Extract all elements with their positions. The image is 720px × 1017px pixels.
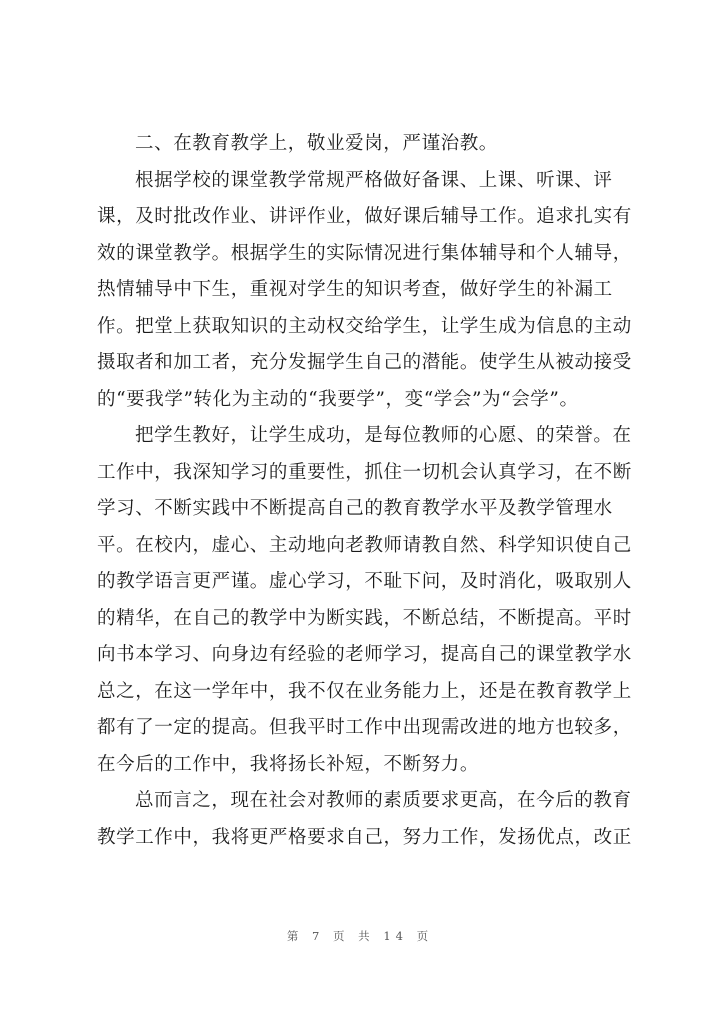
text-line: 的教学语言更严谨。虚心学习，不耻下问，及时消化，吸取别人: [97, 571, 632, 592]
text-line: 根据学校的课堂教学常规严格做好备课、上课、听课、评: [135, 169, 613, 191]
text-line: 在今后的工作中，我将扬长补短，不断努力。: [97, 753, 480, 775]
text-line: 热情辅导中下生，重视对学生的知识考查，做好学生的补漏工: [97, 279, 613, 300]
text-line: 总而言之，现在社会对教师的素质要求更高，在今后的教育: [135, 790, 632, 811]
text-line: 向书本学习、向身边有经验的老师学习，提高自己的课堂教学水: [97, 644, 632, 665]
text-line: 学习、不断实践中不断提高自己的教育教学水平及教学管理水: [97, 498, 613, 519]
document-body: [97, 126, 632, 856]
text-line: 总之，在这一学年中，我不仅在业务能力上，还是在教育教学上: [97, 680, 632, 702]
text-line: 工作中，我深知学习的重要性，抓住一切机会认真学习，在不断: [97, 461, 632, 483]
text-line: 都有了一定的提高。但我平时工作中出现需改进的地方也较多，: [97, 717, 632, 738]
text-line: 二、在教育教学上，敬业爱岗，严谨治教。: [135, 133, 498, 154]
text-line: 把学生教好，让学生成功，是每位教师的心愿、的荣誉。在: [135, 425, 632, 446]
text-line: 作。把堂上获取知识的主动权交给学生，让学生成为信息的主动: [97, 315, 632, 337]
text-line: 教学工作中，我将更严格要求自己，努力工作，发扬优点，改正: [97, 826, 632, 848]
text-line: 摄取者和加工者，充分发掘学生自己的潜能。使学生从被动接受: [97, 352, 632, 373]
text-line: 的精华，在自己的教学中为断实践，不断总结，不断提高。平时: [97, 607, 632, 629]
text-line: 效的课堂教学。根据学生的实际情况进行集体辅导和个人辅导，: [97, 242, 632, 264]
text-line: 的“要我学”转化为主动的“我要学”，变“学会”为“会学”。: [97, 388, 579, 410]
text-line: 平。在校内，虚心、主动地向老教师请教自然、科学知识使自己: [97, 534, 632, 556]
page-number-footer: 第 7 页 共 14 页: [286, 929, 434, 943]
text-line: 课，及时批改作业、讲评作业，做好课后辅导工作。追求扎实有: [97, 206, 632, 227]
